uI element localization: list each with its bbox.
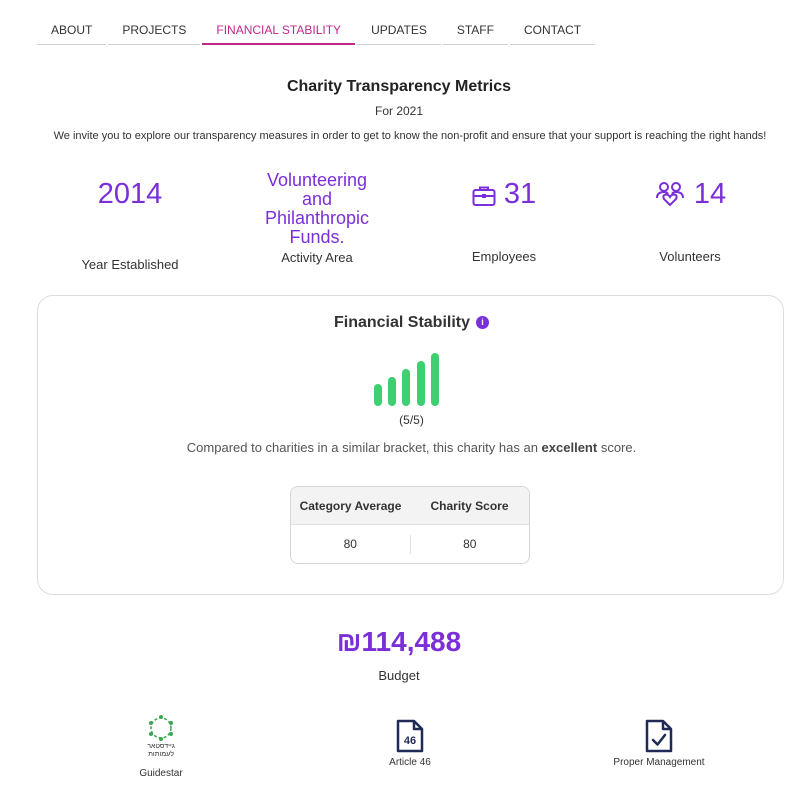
tab-staff[interactable]: STAFF [443, 17, 508, 45]
budget-value: ₪114,488 [336, 626, 462, 657]
guidestar-label: Guidestar [139, 768, 183, 779]
score-table [290, 486, 530, 564]
stat-employees [414, 178, 594, 264]
document-check-icon [589, 719, 729, 753]
comparison-text: Compared to charities in a similar bracket, this charity has an excellent score. [186, 440, 637, 455]
proper-management-badge[interactable] [589, 719, 729, 768]
guidestar-badge[interactable] [91, 714, 231, 779]
rating-bar-1 [374, 384, 382, 406]
stat-employees-label: Employees [471, 249, 537, 264]
stat-volunteers [600, 178, 780, 264]
article-46-label: Article 46 [389, 757, 431, 768]
svg-text:46: 46 [403, 735, 417, 747]
tab-financial-stability[interactable]: FINANCIAL STABILITY [202, 17, 355, 45]
stat-activity-value: Volunteering and Philanthropic Funds. [264, 170, 370, 247]
category-average-header: Category Average [299, 499, 402, 513]
section-tabs [37, 17, 597, 45]
stat-employees-value: 31 [503, 178, 537, 210]
stat-volunteers-value: 14 [693, 178, 727, 210]
budget-label: Budget [378, 668, 420, 683]
stat-activity-label: Activity Area [281, 250, 353, 265]
info-icon[interactable]: i [476, 316, 489, 329]
financial-stability-card [37, 295, 784, 595]
rating-bar-4 [417, 361, 425, 406]
rating-bar-5 [431, 353, 439, 406]
document-46-icon [340, 719, 480, 753]
charity-score-value: 80 [463, 537, 477, 551]
rating-score: (5/5) [399, 413, 424, 427]
rating-bar-3 [402, 369, 410, 406]
stat-year-label: Year Established [81, 257, 179, 272]
stat-year-established [40, 178, 220, 272]
proper-management-label: Proper Management [613, 757, 705, 768]
article-46-badge[interactable] [340, 719, 480, 768]
category-average-value: 80 [291, 535, 411, 554]
financial-stability-title: Financial Stability i [38, 314, 785, 332]
briefcase-icon [472, 182, 496, 215]
tab-updates[interactable]: UPDATES [357, 17, 441, 45]
stat-volunteers-label: Volunteers [659, 249, 721, 264]
report-year: For 2021 [374, 104, 424, 118]
charity-score-header: Charity Score [430, 499, 509, 513]
rating-bars [373, 351, 443, 406]
tab-contact[interactable]: CONTACT [510, 17, 595, 45]
tab-about[interactable]: ABOUT [37, 17, 106, 45]
page-title: Charity Transparency Metrics [286, 78, 512, 95]
stat-activity-area [227, 170, 407, 265]
intro-text: We invite you to explore our transparency measures in order to get to know the non-profit and ensure that your support is reaching the right hands! [53, 130, 767, 142]
tab-projects[interactable]: PROJECTS [108, 17, 200, 45]
guidestar-logo: גיידסטאר לעמותות [91, 714, 231, 764]
rating-bar-2 [388, 377, 396, 406]
stat-year-value: 2014 [97, 178, 163, 210]
people-heart-icon [654, 181, 686, 215]
